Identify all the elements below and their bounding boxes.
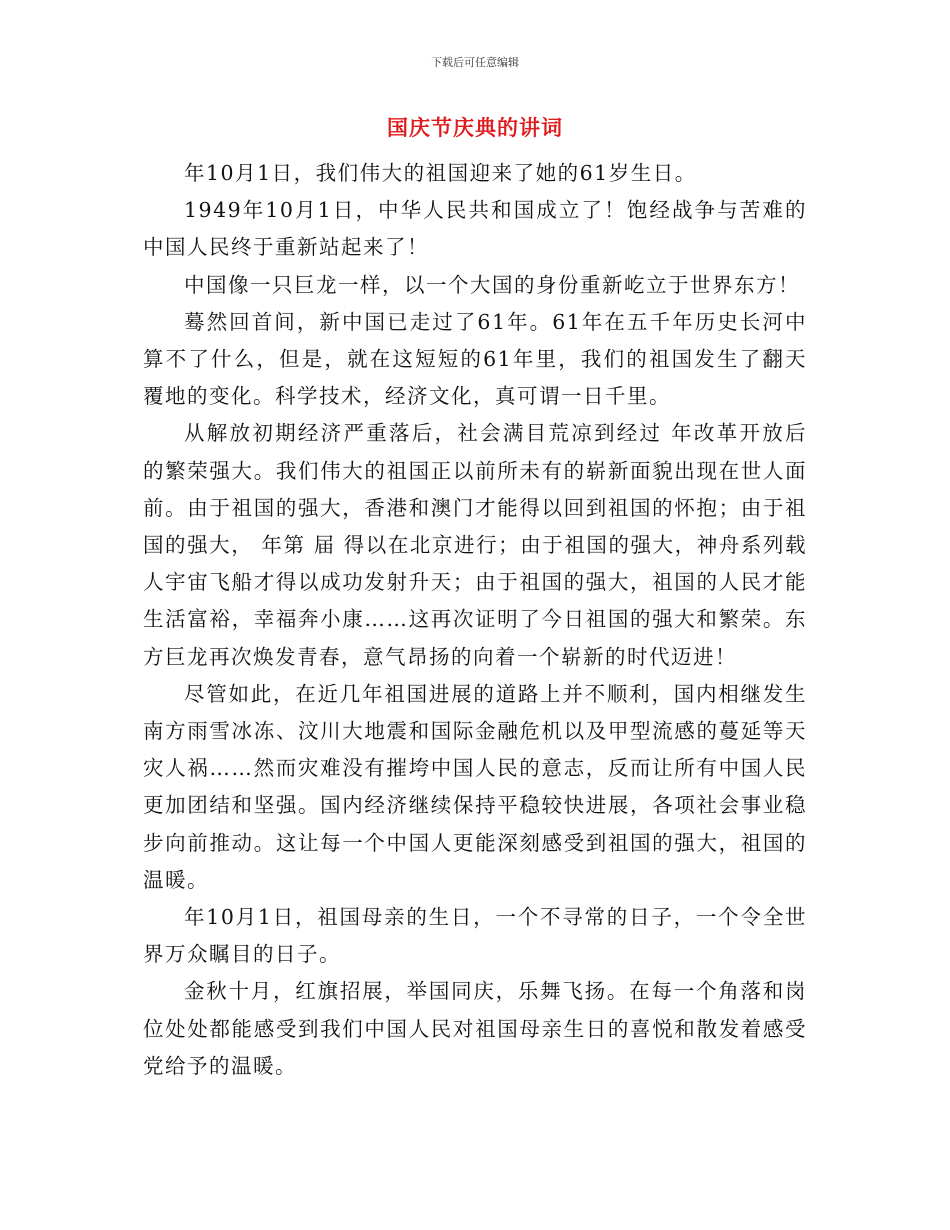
header-note: 下载后可任意编辑 bbox=[431, 56, 519, 69]
document-title: 国庆节庆典的讲词 bbox=[387, 116, 563, 140]
paragraph: 从解放初期经济严重落后，社会满目荒凉到经过 年改革开放后的繁荣强大。我们伟大的祖国正以前所未有的崭新面貌出现在世人面前。由于祖国的强大，香港和澳门才能得以回到祖国的怀抱；由于祖国的强大， 年第 届 得以在北京进行；由于祖国的强大，神舟系列载人宇宙飞船才得以成功发射升天；由于祖国的强大，祖国的人民才能生活富裕，幸福奔小康……这再次证明了今日祖国的强大和繁荣。东方巨龙再次焕发青春，意气昂扬的向着一个崭新的时代迈进！ bbox=[143, 421, 807, 669]
paragraph: 金秋十月，红旗招展，举国同庆，乐舞飞扬。在每一个角落和岗位处处都能感受到我们中国人民对祖国母亲生日的喜悦和散发着感受党给予的温暖。 bbox=[143, 979, 807, 1078]
paragraph: 尽管如此，在近几年祖国进展的道路上并不顺利，国内相继发生南方雨雪冰冻、汶川大地震和国际金融危机以及甲型流感的蔓延等天灾人祸……然而灾难没有摧垮中国人民的意志，反而让所有中国人民更加团结和坚强。国内经济继续保持平稳较快进展，各项社会事业稳步向前推动。这让每一个中国人更能深刻感受到祖国的强大，祖国的温暖。 bbox=[143, 681, 807, 892]
document-body bbox=[143, 155, 807, 1085]
paragraph: 1949年10月1日，中华人民共和国成立了！饱经战争与苦难的中国人民终于重新站起来了！ bbox=[143, 198, 807, 260]
paragraph: 年10月1日，我们伟大的祖国迎来了她的61岁生日。 bbox=[184, 161, 697, 185]
paragraph: 年10月1日，祖国母亲的生日，一个不寻常的日子，一个令全世界万众瞩目的日子。 bbox=[143, 905, 807, 967]
paragraph: 中国像一只巨龙一样，以一个大国的身份重新屹立于世界东方！ bbox=[184, 272, 800, 297]
paragraph: 蓦然回首间，新中国已走过了61年。61年在五千年历史长河中算不了什么，但是，就在这短短的61年里，我们的祖国发生了翻天覆地的变化。科学技术，经济文化，真可谓一日千里。 bbox=[143, 309, 807, 409]
